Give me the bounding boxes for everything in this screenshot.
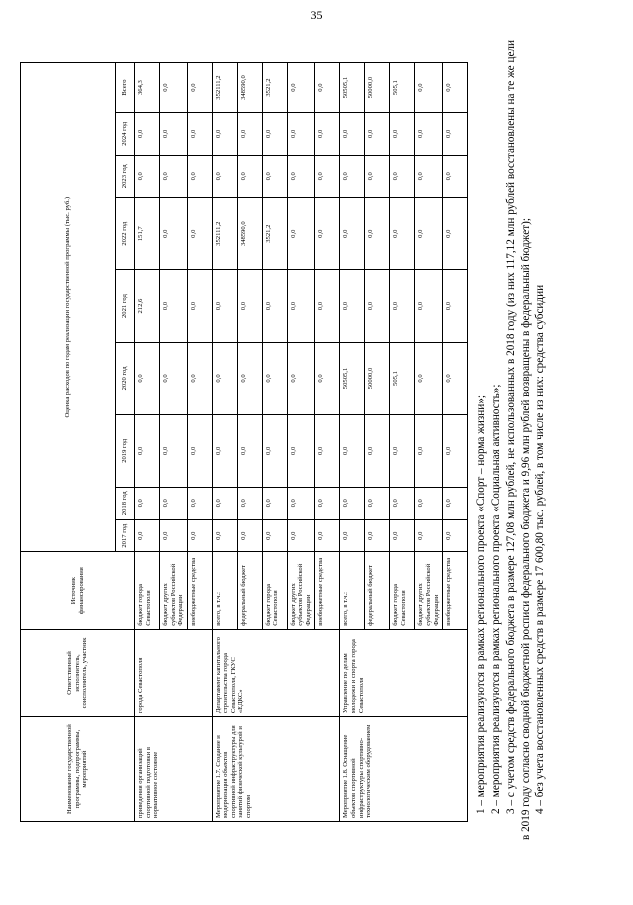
amount-cell: 0,0: [315, 155, 340, 197]
footnote-1: 1 – мероприятия реализуются в рамках регионального проекта «Спорт – норма жизни»;: [475, 395, 488, 814]
funding-source: бюджет других субъектов Российской Федерации: [415, 552, 443, 629]
amount-cell: 505,1: [390, 63, 415, 113]
amount-cell: 0,0: [315, 113, 340, 155]
amount-cell: 0,0: [262, 415, 287, 487]
amount-cell: 0,0: [262, 270, 287, 342]
amount-cell: 0,0: [365, 519, 390, 551]
header-year: 2021 год: [116, 270, 135, 342]
amount-cell: 0,0: [187, 155, 212, 197]
amount-cell: 0,0: [160, 342, 188, 414]
amount-cell: 505,1: [390, 342, 415, 414]
header-source: Источник финансирования: [21, 552, 135, 629]
executor: Управление по делам молодежи и спорта города Севастополя: [340, 629, 468, 716]
amount-cell: 0,0: [237, 155, 262, 197]
executor: Департамент капитального строительства города Севастополя, ГКУС «ЕДКС»: [212, 629, 340, 716]
amount-cell: 0,0: [340, 113, 365, 155]
footnote-4: 4 – без учета восстановленных средств в размере 17 600,80 тыс. рублей, в том числе из них: средства субсидии: [534, 284, 547, 814]
amount-cell: 50505,1: [340, 63, 365, 113]
header-estimate: Оценка расходов по годам реализации государственной программы (тыс. руб.): [21, 63, 116, 552]
amount-cell: 0,0: [287, 342, 315, 414]
amount-cell: 0,0: [160, 197, 188, 269]
amount-cell: 0,0: [160, 415, 188, 487]
amount-cell: 0,0: [390, 113, 415, 155]
amount-cell: 352111,2: [212, 63, 237, 113]
amount-cell: 0,0: [187, 113, 212, 155]
header-year: 2023 год: [116, 155, 135, 197]
rotated-content: [20, 40, 615, 840]
amount-cell: 0,0: [340, 270, 365, 342]
amount-cell: 0,0: [340, 487, 365, 519]
amount-cell: 0,0: [415, 113, 443, 155]
amount-cell: 352111,2: [212, 197, 237, 269]
table-row: [135, 63, 160, 822]
amount-cell: 50505,1: [340, 342, 365, 414]
header-name: Наименование государственной программы, подпрограммы, мероприятий: [21, 717, 135, 822]
header-year: 2024 год: [116, 113, 135, 155]
header-year: 2017 год: [116, 519, 135, 551]
amount-cell: 0,0: [160, 487, 188, 519]
amount-cell: 0,0: [340, 197, 365, 269]
amount-cell: 0,0: [187, 342, 212, 414]
amount-cell: 0,0: [443, 342, 468, 414]
funding-source: бюджет других субъектов Российской Федерации: [160, 552, 188, 629]
amount-cell: 0,0: [415, 155, 443, 197]
header-year: Всего: [116, 63, 135, 113]
amount-cell: 348590,0: [237, 197, 262, 269]
amount-cell: 0,0: [237, 113, 262, 155]
measure-name: Мероприятие 1.8. Оснащение объектов спортивной инфраструктуры спортивно-технологическим оборудованием: [340, 717, 468, 822]
amount-cell: 0,0: [287, 155, 315, 197]
amount-cell: 0,0: [340, 415, 365, 487]
funding-source: бюджет других субъектов Российской Федерации: [287, 552, 315, 629]
amount-cell: 0,0: [237, 487, 262, 519]
amount-cell: 0,0: [415, 197, 443, 269]
header-executor: Ответственный исполнитель, соисполнитель, участник: [21, 629, 135, 716]
header-year: 2018 год: [116, 487, 135, 519]
amount-cell: 0,0: [287, 415, 315, 487]
amount-cell: 0,0: [443, 197, 468, 269]
amount-cell: 0,0: [315, 519, 340, 551]
amount-cell: 0,0: [390, 519, 415, 551]
header-year: 2019 год: [116, 415, 135, 487]
funding-source: внебюджетные средства: [315, 552, 340, 629]
amount-cell: 0,0: [390, 270, 415, 342]
amount-cell: 0,0: [262, 155, 287, 197]
page-number: 35: [310, 8, 323, 22]
amount-cell: 0,0: [315, 197, 340, 269]
funding-source: бюджет города Севастополя: [262, 552, 287, 629]
amount-cell: 0,0: [365, 113, 390, 155]
header-year: 2020 год: [116, 342, 135, 414]
funding-source: всего, в т.ч.:: [340, 552, 365, 629]
amount-cell: 0,0: [237, 342, 262, 414]
amount-cell: 0,0: [187, 415, 212, 487]
amount-cell: 0,0: [287, 113, 315, 155]
amount-cell: 0,0: [287, 270, 315, 342]
amount-cell: 0,0: [287, 63, 315, 113]
amount-cell: 0,0: [212, 270, 237, 342]
footnotes: [474, 40, 548, 840]
amount-cell: 0,0: [160, 519, 188, 551]
amount-cell: 0,0: [187, 519, 212, 551]
amount-cell: 0,0: [262, 487, 287, 519]
amount-cell: 0,0: [443, 519, 468, 551]
amount-cell: 0,0: [390, 415, 415, 487]
amount-cell: 0,0: [212, 415, 237, 487]
amount-cell: 0,0: [160, 63, 188, 113]
header-year: 2022 год: [116, 197, 135, 269]
amount-cell: 0,0: [365, 487, 390, 519]
footnote-2: 2 – мероприятия реализуются в рамках регионального проекта «Социальная активность»;: [489, 384, 502, 814]
amount-cell: 0,0: [187, 197, 212, 269]
amount-cell: 0,0: [237, 270, 262, 342]
amount-cell: 0,0: [390, 197, 415, 269]
amount-cell: 0,0: [187, 270, 212, 342]
amount-cell: 3521,2: [262, 63, 287, 113]
funding-source: федеральный бюджет: [237, 552, 262, 629]
amount-cell: 0,0: [287, 487, 315, 519]
amount-cell: 348590,0: [237, 63, 262, 113]
amount-cell: 0,0: [212, 342, 237, 414]
amount-cell: 0,0: [187, 487, 212, 519]
amount-cell: 0,0: [340, 155, 365, 197]
amount-cell: 0,0: [160, 155, 188, 197]
funding-source: внебюджетные средства: [443, 552, 468, 629]
amount-cell: 212,6: [135, 270, 160, 342]
amount-cell: 0,0: [160, 270, 188, 342]
amount-cell: 0,0: [212, 113, 237, 155]
amount-cell: 0,0: [390, 487, 415, 519]
funding-source: всего, в т.ч.:: [212, 552, 237, 629]
amount-cell: 0,0: [443, 415, 468, 487]
funding-source: бюджет города Севастополя: [135, 552, 160, 629]
amount-cell: 0,0: [135, 113, 160, 155]
amount-cell: 151,7: [135, 197, 160, 269]
table-row: [212, 63, 237, 822]
amount-cell: 0,0: [287, 197, 315, 269]
amount-cell: 0,0: [443, 155, 468, 197]
amount-cell: 0,0: [443, 270, 468, 342]
amount-cell: 0,0: [315, 415, 340, 487]
amount-cell: 0,0: [315, 270, 340, 342]
budget-table: [20, 62, 468, 822]
amount-cell: 0,0: [365, 270, 390, 342]
amount-cell: 0,0: [237, 415, 262, 487]
amount-cell: 50000,0: [365, 63, 390, 113]
amount-cell: 0,0: [365, 155, 390, 197]
amount-cell: 0,0: [315, 63, 340, 113]
amount-cell: 0,0: [237, 519, 262, 551]
funding-source: федеральный бюджет: [365, 552, 390, 629]
amount-cell: 0,0: [415, 270, 443, 342]
amount-cell: 50000,0: [365, 342, 390, 414]
amount-cell: 0,0: [443, 113, 468, 155]
amount-cell: 0,0: [212, 155, 237, 197]
table-row: [340, 63, 365, 822]
amount-cell: 0,0: [135, 487, 160, 519]
amount-cell: 0,0: [340, 519, 365, 551]
amount-cell: 0,0: [262, 113, 287, 155]
executor: города Севастополя: [135, 629, 213, 716]
amount-cell: 0,0: [262, 342, 287, 414]
amount-cell: 0,0: [390, 155, 415, 197]
amount-cell: 364,3: [135, 63, 160, 113]
amount-cell: 0,0: [135, 342, 160, 414]
amount-cell: 0,0: [262, 519, 287, 551]
amount-cell: 0,0: [315, 342, 340, 414]
amount-cell: 0,0: [135, 155, 160, 197]
amount-cell: 0,0: [415, 342, 443, 414]
amount-cell: 0,0: [187, 63, 212, 113]
measure-name: приведения организаций спортивной подготовки в нормативное состояние: [135, 717, 213, 822]
amount-cell: 0,0: [415, 487, 443, 519]
funding-source: бюджет города Севастополя: [390, 552, 415, 629]
amount-cell: 0,0: [365, 197, 390, 269]
amount-cell: 0,0: [365, 415, 390, 487]
amount-cell: 0,0: [415, 415, 443, 487]
amount-cell: 0,0: [443, 63, 468, 113]
funding-source: внебюджетные средства: [187, 552, 212, 629]
measure-name: Мероприятие 1.7. Создание и модернизация объектов спортивной инфраструктуры для занятий физической культурой и спортом: [212, 717, 340, 822]
amount-cell: 0,0: [135, 415, 160, 487]
amount-cell: 0,0: [212, 487, 237, 519]
amount-cell: 0,0: [212, 519, 237, 551]
amount-cell: 0,0: [287, 519, 315, 551]
amount-cell: 3521,2: [262, 197, 287, 269]
amount-cell: 0,0: [135, 519, 160, 551]
amount-cell: 0,0: [315, 487, 340, 519]
amount-cell: 0,0: [415, 63, 443, 113]
amount-cell: 0,0: [443, 487, 468, 519]
amount-cell: 0,0: [415, 519, 443, 551]
amount-cell: 0,0: [160, 113, 188, 155]
footnote-3: 3 – с учетом средств федерального бюджета в размере 127,08 млн рублей, не использованных в 2018 году (из них 117,12 млн рублей восстановлены на те же цели в 2019 году согласно сводной бюджетной росписи федерального бюджета и 9,96 млн рублей возвращены в федеральный бюджет);: [504, 40, 532, 840]
